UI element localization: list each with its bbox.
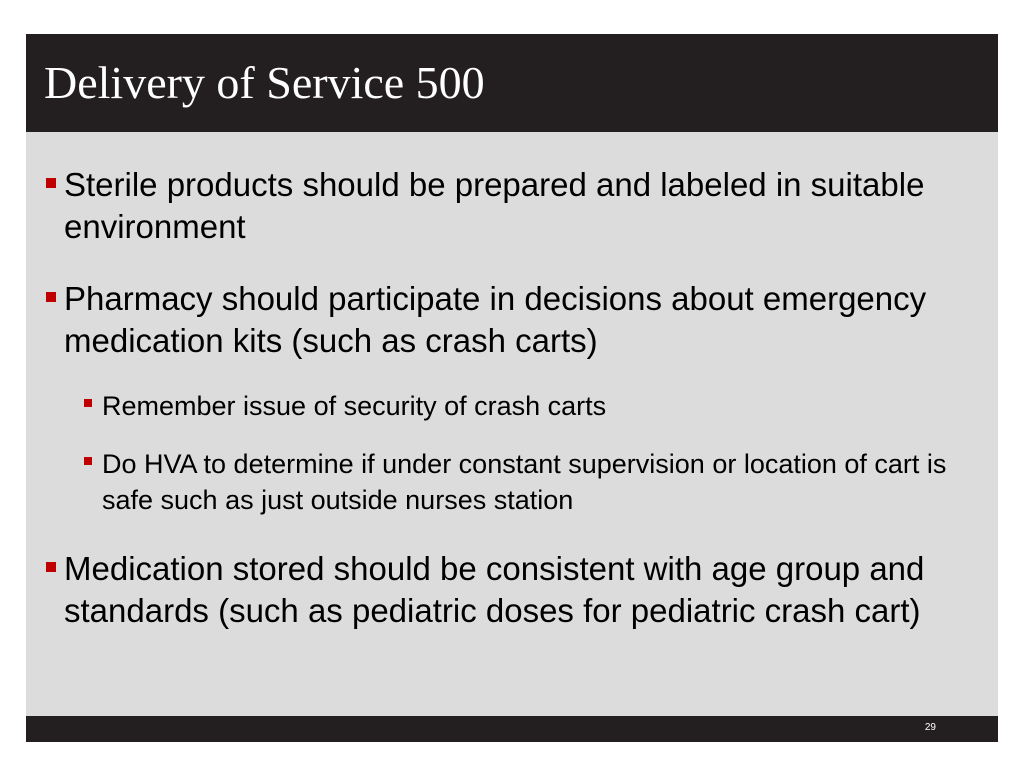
square-bullet-icon bbox=[46, 178, 56, 188]
bullet-text: Pharmacy should participate in decisions about emergency medication kits (such as crash carts) bbox=[64, 280, 927, 359]
bullet-text: Medication stored should be consistent with age group and standards (such as pediatric doses for pediatric crash cart) bbox=[64, 550, 925, 629]
square-bullet-icon bbox=[84, 399, 92, 407]
bullet-text: Sterile products should be prepared and labeled in suitable environment bbox=[64, 166, 925, 245]
square-bullet-icon bbox=[84, 457, 92, 465]
sub-bullet-text: Do HVA to determine if under constant supervision or location of cart is safe such as just outside nurses station bbox=[102, 449, 947, 515]
bullet-item bbox=[46, 164, 984, 248]
sub-bullet-text: Remember issue of security of crash carts bbox=[102, 391, 607, 421]
footer-bar bbox=[26, 716, 998, 742]
sub-bullet-item bbox=[84, 388, 992, 424]
square-bullet-icon bbox=[46, 292, 56, 302]
square-bullet-icon bbox=[46, 562, 56, 572]
bullet-item bbox=[46, 278, 984, 362]
title-bar bbox=[26, 34, 998, 132]
bullet-item bbox=[46, 548, 984, 632]
sub-bullet-item bbox=[84, 446, 992, 518]
bullet-list bbox=[26, 132, 998, 716]
slide-title: Delivery of Service 500 bbox=[44, 57, 485, 108]
page-number: 29 bbox=[924, 722, 936, 733]
